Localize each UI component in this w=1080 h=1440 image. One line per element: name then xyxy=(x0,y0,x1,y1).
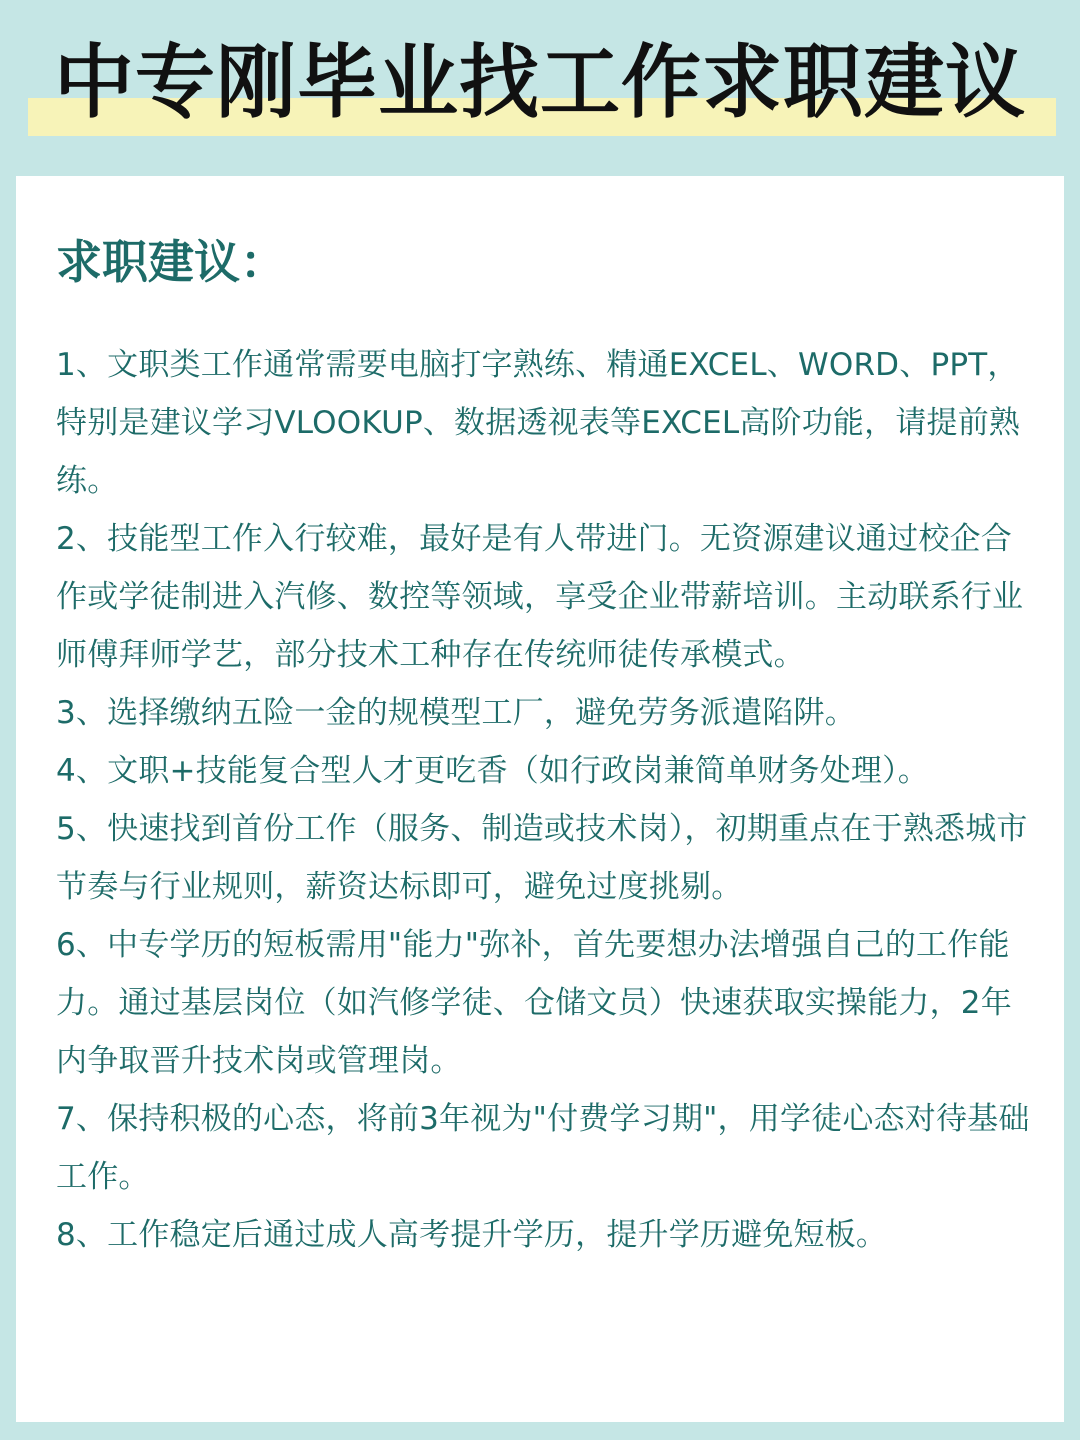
tip-item: 5、快速找到首份工作（服务、制造或技术岗），初期重点在于熟悉城市节奏与行业规则，薪资达标即可，避免过度挑剔。 xyxy=(56,811,1028,905)
tip-item: 8、工作稳定后通过成人高考提升学历，提升学历避免短板。 xyxy=(56,1217,888,1253)
tip-item: 4、文职+技能复合型人才更吃香（如行政岗兼简单财务处理）。 xyxy=(56,753,929,789)
title-banner xyxy=(0,0,1080,176)
section-heading: 求职建议： xyxy=(56,235,286,289)
tip-item: 3、选择缴纳五险一金的规模型工厂，避免劳务派遣陷阱。 xyxy=(56,695,856,731)
tip-item: 7、保持积极的心态，将前3年视为"付费学习期"，用学徒心态对待基础工作。 xyxy=(56,1101,1030,1195)
tip-item: 6、中专学历的短板需用"能力"弥补，首先要想办法增强自己的工作能力。通过基层岗位（如汽修学徒、仓储文员）快速获取实操能力，2年内争取晋升技术岗或管理岗。 xyxy=(56,927,1012,1079)
tip-item: 2、技能型工作入行较难，最好是有人带进门。无资源建议通过校企合作或学徒制进入汽修、数控等领域，享受企业带薪培训。主动联系行业师傅拜师学艺，部分技术工种存在传统师徒传承模式。 xyxy=(56,521,1024,673)
content-card xyxy=(16,176,1064,1422)
page-title: 中专刚毕业找工作求职建议 xyxy=(54,36,1026,129)
tips-list xyxy=(56,336,1031,1264)
tip-item: 1、文职类工作通常需要电脑打字熟练、精通EXCEL、WORD、PPT，特别是建议学习VLOOKUP、数据透视表等EXCEL高阶功能，请提前熟练。 xyxy=(56,347,1021,499)
